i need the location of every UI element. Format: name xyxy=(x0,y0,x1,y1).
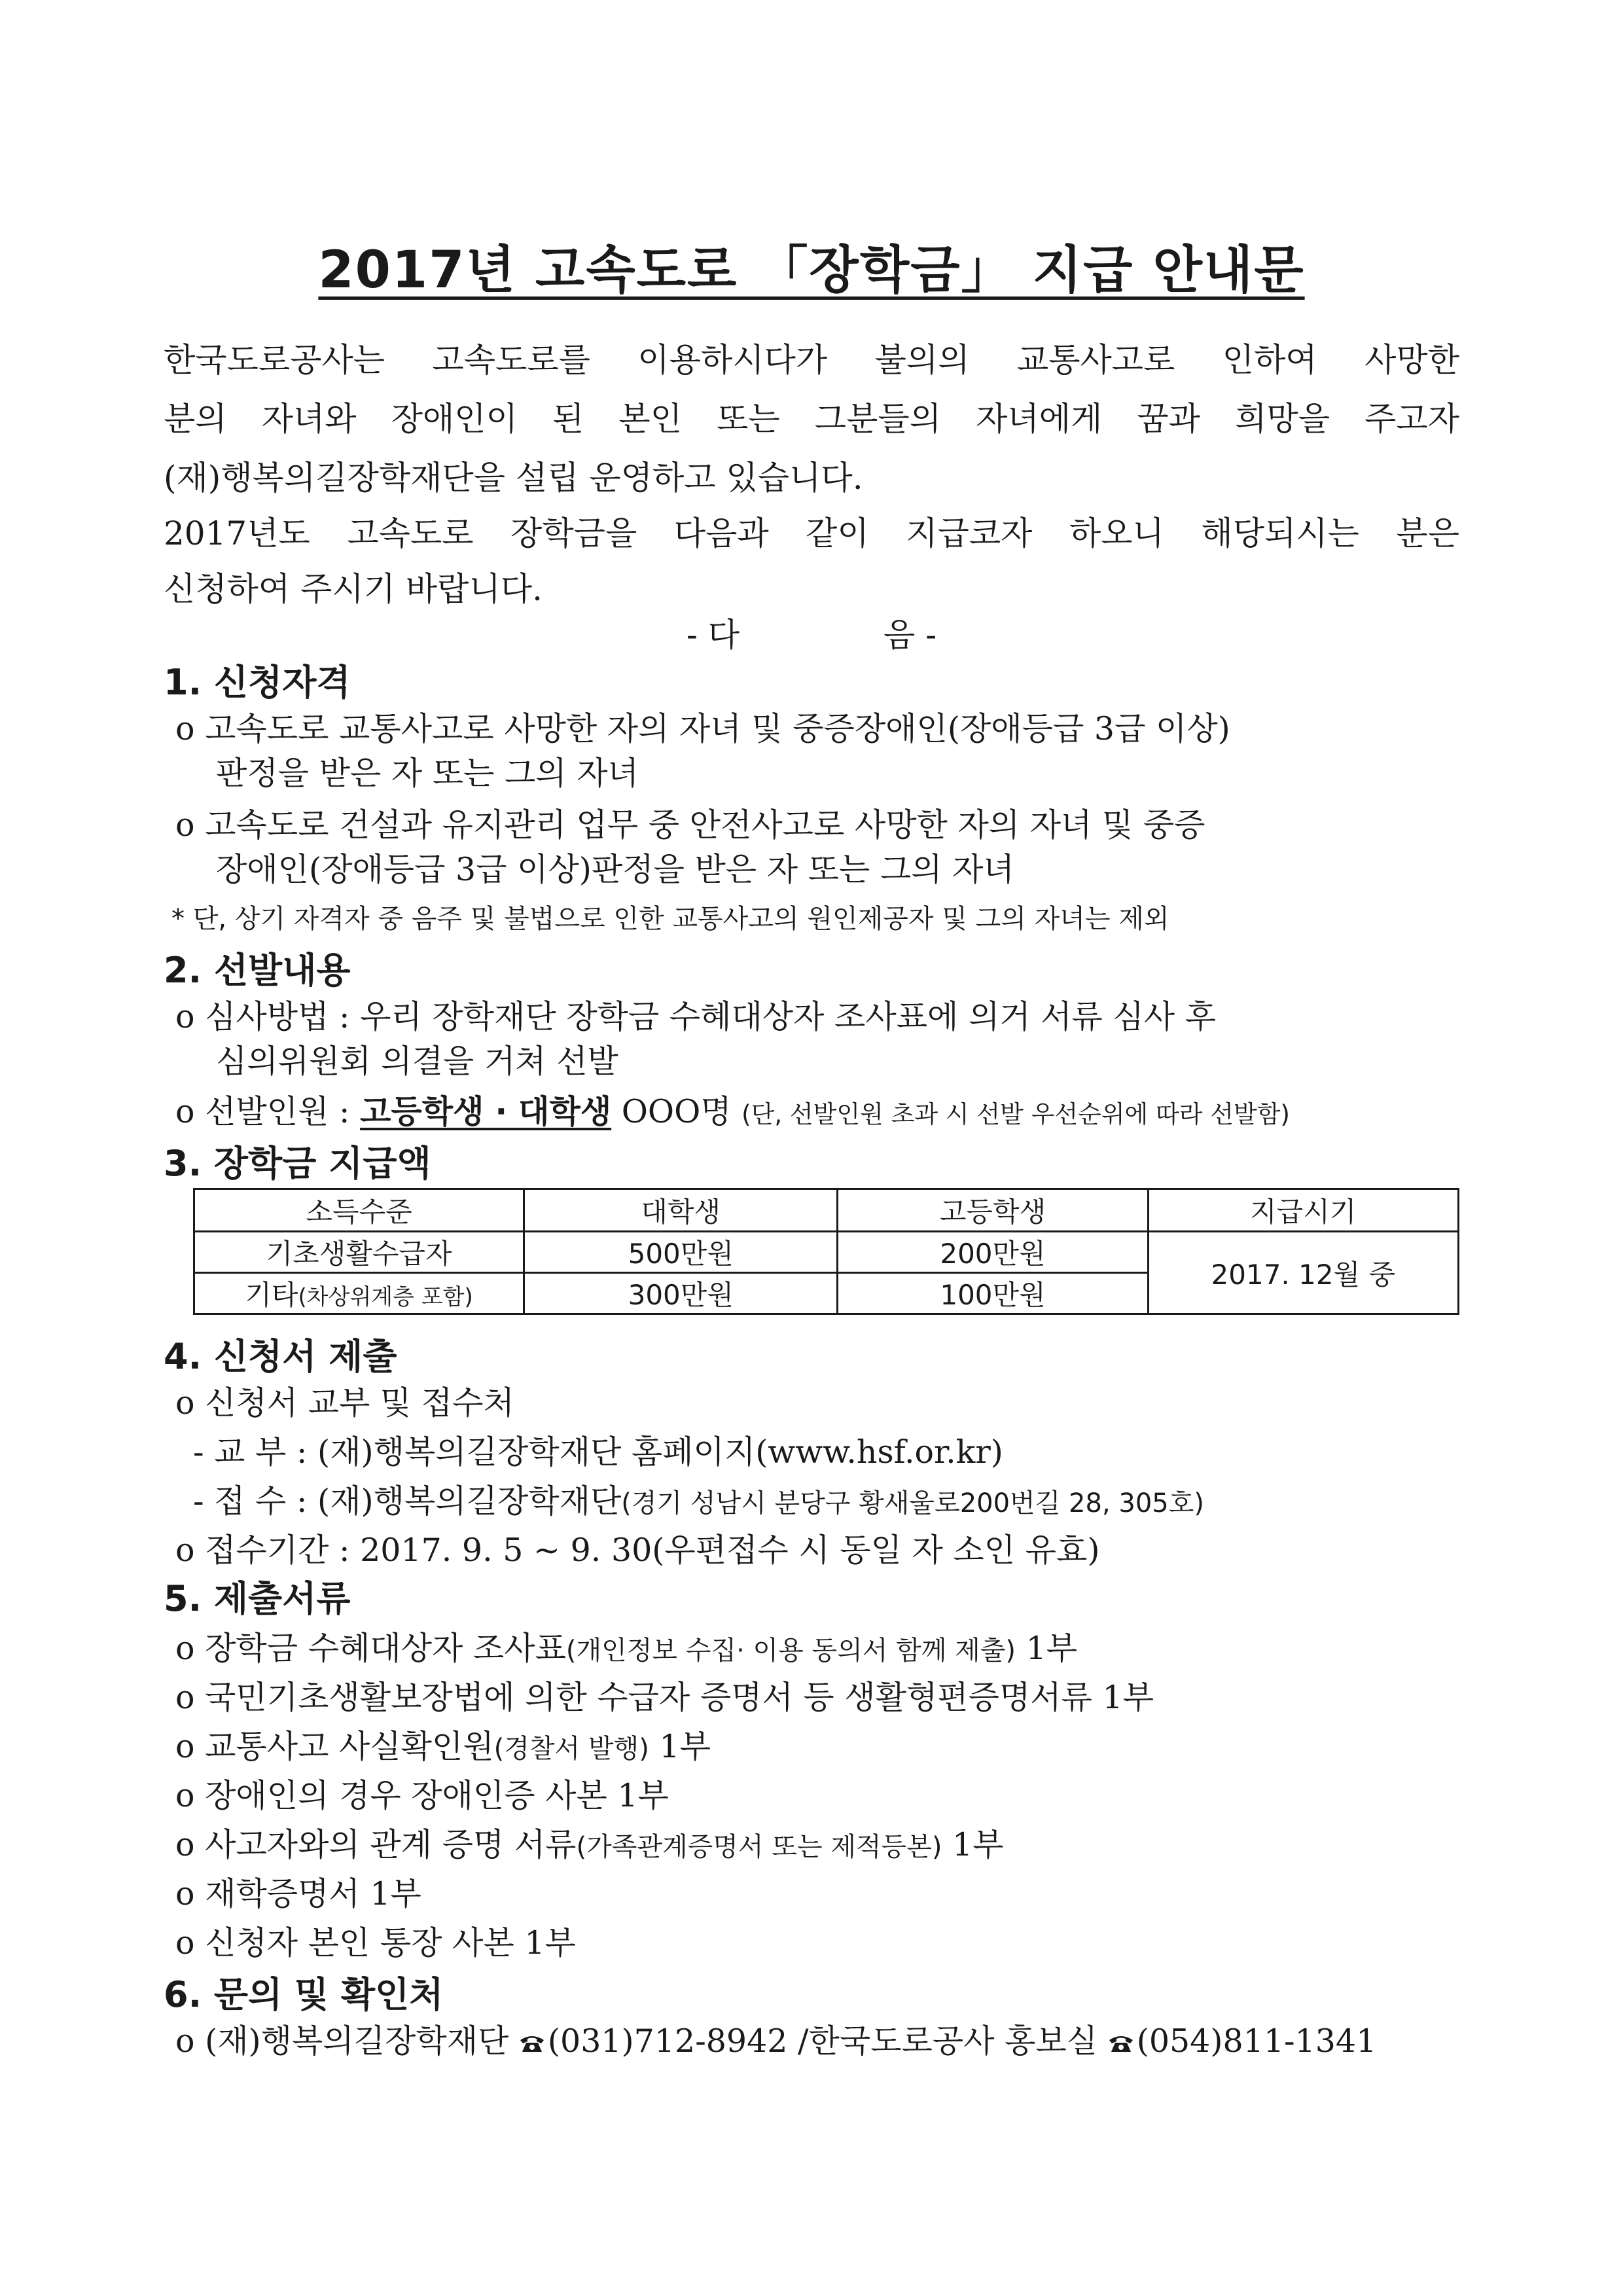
detail-line: - 교 부 : (재)행복의길장학재단 홈페이지(www.hsf.or.kr) xyxy=(193,1433,1003,1471)
bullet-line: o 접수기간 : 2017. 9. 5 ~ 9. 30(우편접수 시 동일 자 소인 유효) xyxy=(175,1532,1100,1569)
table-cell: 500만원 xyxy=(524,1232,838,1273)
list-item: o 신청자 본인 통장 사본 1부 xyxy=(175,1924,576,1962)
table-cell: 기초생활수급자 xyxy=(194,1232,524,1273)
intro-line: 한국도로공사는 고속도로를 이용하시다가 불의의 교통사고로 인하여 사망한 xyxy=(164,341,1459,379)
bullet-line: o 고속도로 교통사고로 사망한 자의 자녀 및 중증장애인(장애등급 3급 이상) xyxy=(175,710,1230,747)
table-header: 대학생 xyxy=(524,1189,838,1232)
intro-line: 분의 자녀와 장애인이 된 본인 또는 그분들의 자녀에게 꿈과 희망을 주고자 xyxy=(164,400,1459,438)
bullet-line: 장애인(장애등급 3급 이상)판정을 받은 자 또는 그의 자녀 xyxy=(216,851,1014,888)
page-title: 2017년 고속도로 「장학금」 지급 안내문 xyxy=(318,241,1305,300)
bullet-line: o 심사방법 : 우리 장학재단 장학금 수혜대상자 조사표에 의거 서류 심사 후 xyxy=(175,998,1217,1035)
detail-line: - 접 수 : (재)행복의길장학재단(경기 성남시 분당구 황새울로200번길 28, 305호) xyxy=(193,1482,1204,1520)
table-cell: 기타(차상위계층 포함) xyxy=(194,1273,524,1314)
table-cell: 100만원 xyxy=(838,1273,1148,1314)
table-header: 지급시기 xyxy=(1148,1189,1458,1232)
intro-line: (재)행복의길장학재단을 설립 운영하고 있습니다. xyxy=(164,459,863,497)
telephone-icon xyxy=(1108,2034,1134,2053)
list-item: o 교통사고 사실확인원(경찰서 발행) 1부 xyxy=(175,1728,711,1765)
bullet-line: o 고속도로 건설과 유지관리 업무 중 안전사고로 사망한 자의 자녀 및 중증 xyxy=(175,806,1205,844)
telephone-icon xyxy=(519,2034,545,2053)
table-cell: 200만원 xyxy=(838,1232,1148,1273)
section-heading: 6. 문의 및 확인처 xyxy=(164,1974,444,2015)
bullet-line: 판정을 받은 자 또는 그의 자녀 xyxy=(216,755,639,792)
exclusion-note: * 단, 상기 자격자 중 음주 및 불법으로 인한 교통사고의 원인제공자 및 그의 자녀는 제외 xyxy=(171,904,1169,934)
list-item: o 국민기초생활보장법에 의한 수급자 증명서 등 생활형편증명서류 1부 xyxy=(175,1679,1154,1716)
section-heading: 3. 장학금 지급액 xyxy=(164,1143,431,1184)
table-cell-timing: 2017. 12월 중 xyxy=(1148,1232,1458,1314)
table-header: 소득수준 xyxy=(194,1189,524,1232)
bullet-line: o 신청서 교부 및 접수처 xyxy=(175,1384,514,1422)
section-heading: 1. 신청자격 xyxy=(164,662,351,703)
section-heading: 5. 제출서류 xyxy=(164,1578,351,1619)
contact-line: o (재)행복의길장학재단 (031)712-8942 /한국도로공사 홍보실 (054)811-1341 xyxy=(175,2022,1377,2060)
bullet-line: o 선발인원 : 고등학생 · 대학생 OOO명 (단, 선발인원 초과 시 선발 우선순위에 따라 선발함) xyxy=(175,1093,1290,1130)
intro-line: 신청하여 주시기 바랍니다. xyxy=(164,570,543,608)
table-cell: 300만원 xyxy=(524,1273,838,1314)
section-heading: 4. 신청서 제출 xyxy=(164,1336,397,1377)
table-header-row xyxy=(194,1189,1459,1232)
scholarship-table xyxy=(193,1188,1459,1315)
bullet-line: 심의위원회 의결을 거쳐 선발 xyxy=(216,1043,618,1080)
list-item: o 재학증명서 1부 xyxy=(175,1875,421,1912)
list-item: o 장학금 수혜대상자 조사표(개인정보 수집· 이용 동의서 함께 제출) 1부 xyxy=(175,1630,1078,1667)
table-header: 고등학생 xyxy=(838,1189,1148,1232)
table-row xyxy=(194,1232,1459,1273)
list-item: o 장애인의 경우 장애인증 사본 1부 xyxy=(175,1777,669,1814)
section-heading: 2. 선발내용 xyxy=(164,950,351,991)
intro-line: 2017년도 고속도로 장학금을 다음과 같이 지급코자 하오니 해당되시는 분은 xyxy=(164,514,1459,552)
list-item: o 사고자와의 관계 증명 서류(가족관계증명서 또는 제적등본) 1부 xyxy=(175,1826,1004,1863)
da-eum-marker: - 다 음 - xyxy=(686,616,937,654)
